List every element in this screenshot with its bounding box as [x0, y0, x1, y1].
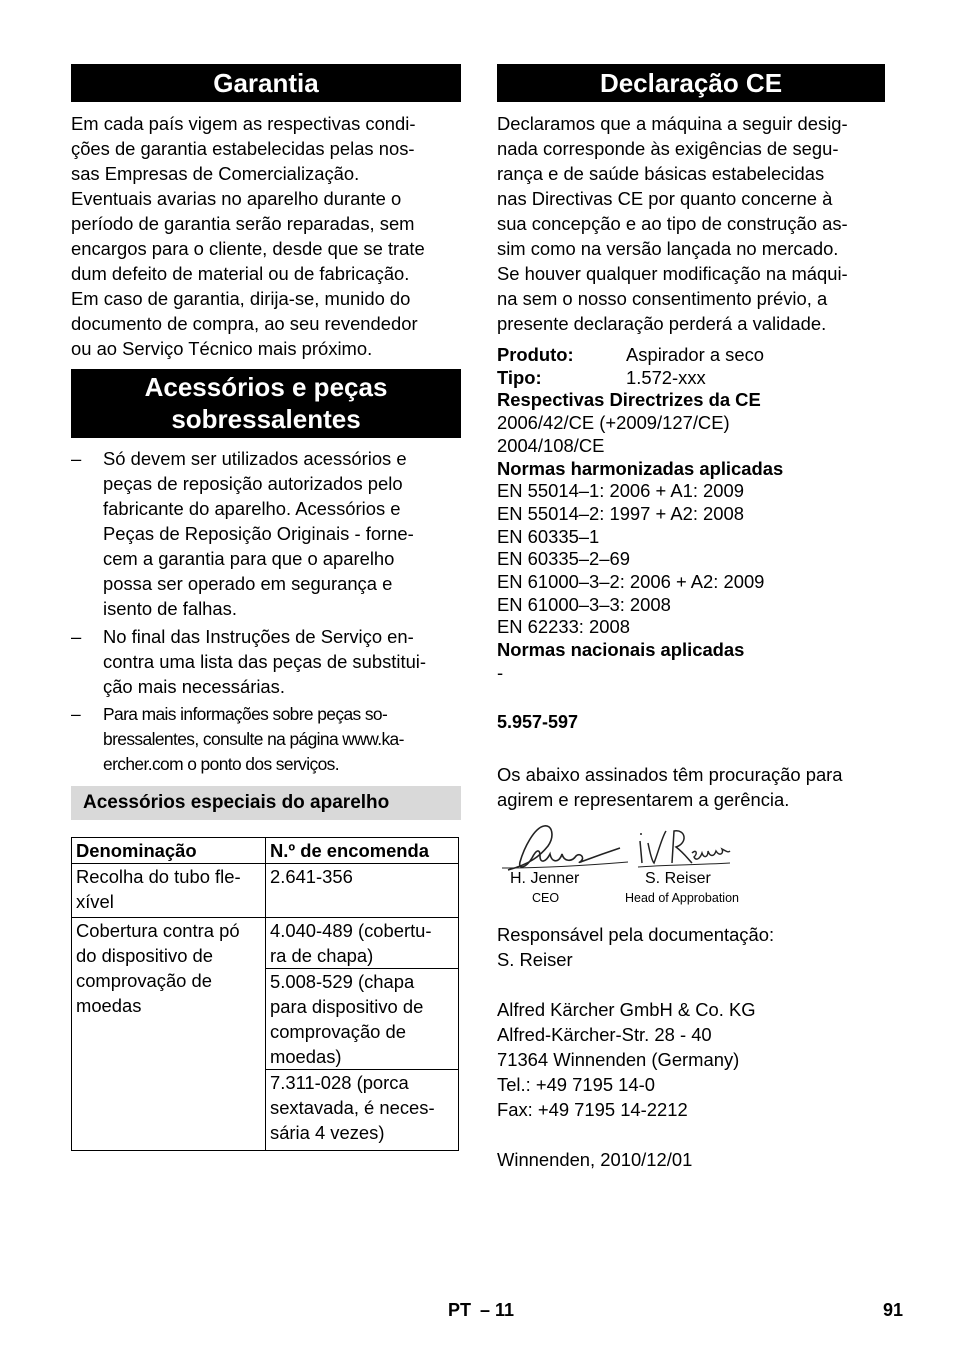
signer2-role: Head of Approbation — [625, 891, 739, 905]
table-row — [72, 918, 459, 969]
standard: EN 62233: 2008 — [497, 616, 630, 638]
accessories-table — [71, 837, 459, 1151]
dash-bullet: – — [71, 704, 81, 724]
garantia-heading: Garantia — [71, 64, 461, 102]
normas-harm-label: Normas harmonizadas aplicadas — [497, 457, 784, 479]
garantia-text: Em cada país vigem as respectivas condi- ções de garantia estabelecidas pelas nos- sas Empresas de Comercialização. Eventuais avarias no aparelho durante o período de garantia serão reparadas, sem encargos para o cliente, desde que se trate dum defeito de material ou de fabricação. Em caso de garantia, dirija-se, munido do documento de compra, ao seu revendedor ou ao Serviço Técnico mais próximo. — [71, 113, 425, 359]
standard: EN 55014–1: 2006 + A1: 2009 — [497, 480, 744, 502]
table-cell: Cobertura contra pó do dispositivo de comprovação de moedas — [72, 918, 266, 1151]
right-column — [497, 64, 885, 685]
company-address: Alfred Kärcher GmbH & Co. KG Alfred-Kärcher-Str. 28 - 40 71364 Winnenden (Germany) Tel.: +49 7195 14-0 Fax: +49 7195 14-2212 — [497, 999, 756, 1120]
standard: EN 60335–2–69 — [497, 548, 630, 570]
bullet-item: – No final das Instruções de Serviço en- contra uma lista das peças de substitui- ção mais necessárias. — [71, 626, 427, 697]
bullet-item: – Só devem ser utilizados acessórios e peças de reposição autorizados pelo fabricante do aparelho. Acessórios e Peças de Reposição Originais - forne- cem a garantia para que o aparelho possa ser operado em segurança e isento de falhas. — [71, 448, 414, 619]
table-header-row — [72, 838, 459, 864]
column-header: Denominação — [72, 838, 266, 864]
table-row — [72, 864, 459, 918]
signature-jenner — [500, 818, 630, 878]
table-cell: 2.641-356 — [266, 864, 459, 918]
declaracao-heading: Declaração CE — [497, 64, 885, 102]
responsavel-text: Responsável pela documentação: S. Reiser — [497, 924, 775, 970]
signature-reiser — [634, 823, 734, 873]
dash-bullet: – — [71, 626, 82, 647]
directive: 2006/42/CE (+2009/127/CE) — [497, 412, 730, 434]
table-cell: 4.040-489 (cobertu- ra de chapa) — [266, 918, 459, 969]
normas-nac-value: - — [497, 661, 504, 683]
declaracao-text: Declaramos que a máquina a seguir desig- nada corresponde às exigências de segu- rança e de saúde básicas estabelecidas nas Directivas CE por quanto concerne à sua concepção e ao tipo de construção as- sim como na versão lançada no mercado. Se houver qualquer modificação na máqui- na sem o nosso consentimento prévio, a presente declaração perderá a validade. — [497, 113, 848, 334]
standard: EN 61000–3–3: 2008 — [497, 593, 671, 615]
page-number: 91 — [883, 1300, 904, 1320]
normas-nac-label: Normas nacionais aplicadas — [497, 639, 745, 661]
bullet-item: – Para mais informações sobre peças so- bressalentes, consulte na página www.ka- ercher.com o ponto dos serviços. — [71, 704, 404, 774]
doc-number: 5.957-597 — [497, 712, 579, 732]
declaration-details — [497, 344, 885, 685]
standard: EN 61000–3–2: 2006 + A2: 2009 — [497, 571, 765, 593]
especiais-heading: Acessórios especiais do aparelho — [71, 786, 461, 820]
left-column — [71, 64, 461, 1151]
signer1-role: CEO — [532, 891, 560, 905]
acessorios-heading: Acessórios e peças sobressalentes — [71, 369, 461, 438]
table-cell: 7.311-028 (porca sextavada, é neces- sária 4 vezes) — [266, 1070, 459, 1151]
directive: 2004/108/CE — [497, 434, 605, 456]
directrizes-label: Respectivas Directrizes da CE — [497, 389, 761, 411]
footer-section: PT – 11 — [448, 1300, 515, 1320]
standard: EN 60335–1 — [497, 525, 600, 547]
tipo-row: Tipo: 1.572-xxx — [497, 366, 706, 388]
table-cell: 5.008-529 (chapa para dispositivo de comprovação de moedas) — [266, 969, 459, 1070]
signer2-name: S. Reiser — [645, 870, 711, 887]
column-header: N.º de encomenda — [266, 838, 459, 864]
table-cell: Recolha do tubo fle- xível — [72, 864, 266, 918]
standard: EN 55014–2: 1997 + A2: 2008 — [497, 502, 744, 524]
assinados-text: Os abaixo assinados têm procuração para agirem e representarem a gerência. — [497, 764, 843, 810]
signer1-name: H. Jenner — [510, 870, 580, 887]
dash-bullet: – — [71, 448, 82, 469]
produto-row: Produto: Aspirador a seco — [497, 344, 765, 365]
place-date: Winnenden, 2010/12/01 — [497, 1149, 693, 1170]
